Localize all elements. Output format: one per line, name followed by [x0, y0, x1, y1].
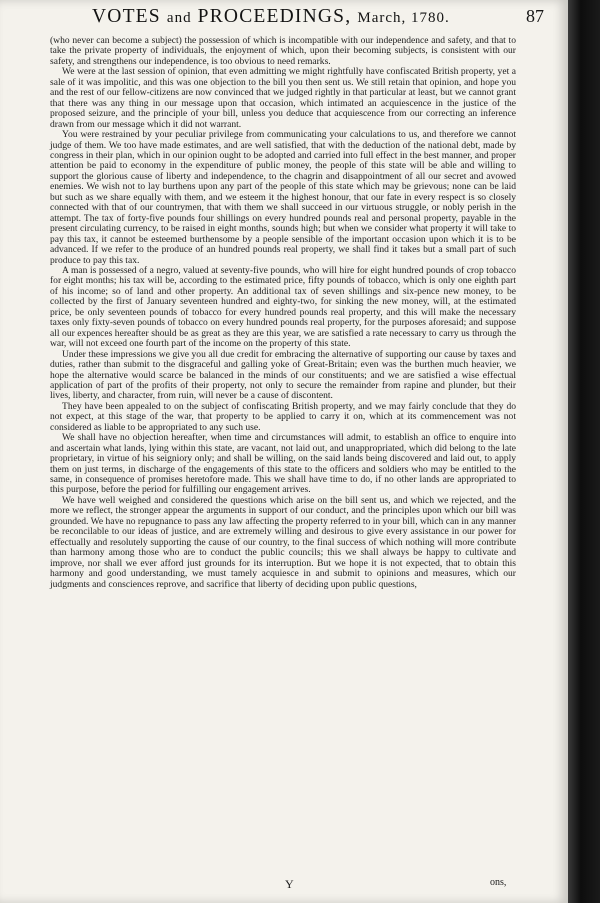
paragraph: We were at the last session of opinion, that even admitting we might rightfully have confiscated British property, yet a sale of it was impolitic, and this was one objection to the bill you then sent us. We still retain that opinion, and hope you and the rest of our fellow-citizens are now convinced that we judged rightly in that particular at least, but we cannot grant that there was any thing in our message upon that occasion, which intimated an acquiescence in the justice of the proposed seizure, and the principle of your bill, unless you deduce that acquiescence from our correcting an inference drawn from our message which it did not warrant.: [50, 66, 516, 130]
paragraph: (who never can become a subject) the possession of which is incompatible with our independence and safety, and that to take the private property of individuals, the enjoyment of which, upon their becoming subjects, is consistent with our safety, and strengthens our independence, is too obvious to need remarks.: [50, 35, 516, 67]
header-title-and: and: [166, 10, 192, 26]
signature-mark: Y: [285, 877, 294, 891]
paragraph: We have well weighed and considered the questions which arise on the bill sent us, and which we rejected, and the more we reflect, the stronger appear the arguments in support of our conduct, and the principles upon which our bill was grounded. We have no repugnance to pass any law affecting the property referred to in your bill, which can in any manner be reconcilable to our ideas of justice, and are extremely willing and desirous to give every assistance in our power for effectually and resolutely supporting the cause of our country, to the final success of which nothing will more contribute than harmony among those who are to conduct the public councils; this we shall always be happy to cultivate and improve, nor shall we ever afford just grounds for its interruption. But we hope it is not expected, that to obtain this harmony and good understanding, we must tamely acquiesce in and submit to opinions and measures, which our judgments and consciences reprove, and sacrifice that liberty of deciding upon public questions,: [50, 494, 516, 590]
paragraph: Under these impressions we give you all due credit for embracing the alternative of supporting our cause by taxes and duties, rather than submit to the disgraceful and galling yoke of Great-Britain; even was the burthen much heavier, we hope the alternative would scarce be balanced in the minds of our constituents; and we are satisfied a wise effectual application of part of the profits of their property, not only to secure the remainder from rapine and plunder, but their lives, liberty, and character, from ruin, will never be a cause of discontent.: [50, 348, 516, 402]
paragraph: A man is possessed of a negro, valued at seventy-five pounds, who will hire for eight hundred pounds of crop tobacco for eight months; his tax will be, according to the estimated price, fifty pounds of tobacco, which is only one eighth part of his income; so of land and other property. An additional tax of seven shillings and six-pence new money, to be collected by the first of January seventeen hundred and eighty-two, for sinking the new money, will, at the estimated price, be only seventeen pounds of tobacco for every hundred pounds real property, and this will make the necessary taxes only fixty-seven pounds of tobacco on every hundred pounds real property, for the purposes aforesaid; and suppose all our expences hereafter should be as great as they are this year, we are satisfied a rate necessary to carry us through the war, will not exceed one fourth part of the income on the property of this state.: [50, 264, 516, 350]
running-header: [92, 6, 532, 30]
header-title-votes: VOTES: [92, 6, 161, 27]
paragraph: They have been appealed to on the subject of confiscating British property, and we may fairly conclude that they do not expect, at this stage of the war, that property to be applied to carry it on, which at its commencement was not considered as liable to be appropriated to any such use.: [50, 400, 516, 433]
paragraph: We shall have no objection hereafter, when time and circumstances will admit, to establish an office to enquire into and ascertain what lands, lying within this state, are vacant, not laid out, and unappropriated, which did belong to the late proprietary, in virtue of his seigniory only; and shall be willing, on the said lands being discovered and laid out, to apply them on just terms, in discharge of the engagements of this state to the officers and soldiers who may be entitled to the same, in consequence of promises heretofore made. This we shall have time to do, if no other lands are appropriated to this purpose, before the period for fulfilling our engagement arrives.: [50, 432, 516, 496]
header-date: March, 1780.: [357, 10, 450, 26]
page-number: 87: [526, 6, 544, 26]
header-title-proceedings: PROCEEDINGS,: [197, 6, 352, 27]
paragraph: You were restrained by your peculiar privilege from communicating your calculations to us, and therefore we cannot judge of them. We too have made estimates, and are well satisfied, that with the deduction of the national debt, made by congress in their plan, which in our opinion ought to be adopted and carried into full effect in the best manner, and proper attention be paid to economy in the expenditure of public money, the people of this state will be able and willing to support the glorious cause of liberty and independence, to the chagrin and disappointment of all our secret and avowed enemies. We wish not to lay burthens upon any part of the people of this state which may be grievous; none can be laid but such as we share equally with them, and we esteem it the highest honour, that our fate in every respect is so closely connected with that of our countrymen, that with them we shall succeed in our virtuous struggle, or nobly perish in the attempt. The tax of forty-five pounds four shillings on every hundred pounds real and personal property, payable in the present circulating currency, to be raised in eight months, sounds high; but when we consider what property it will take to pay this tax, it cannot be esteemed burthensome by a people sensible of the important occasion upon which it is to be advanced. If we refer to the produce of an hundred pounds real property, we shall find it takes but a small part of such produce to pay this tax.: [50, 129, 516, 266]
body-text: [50, 36, 516, 590]
catchword: ons,: [490, 877, 507, 888]
book-gutter: [568, 0, 600, 903]
